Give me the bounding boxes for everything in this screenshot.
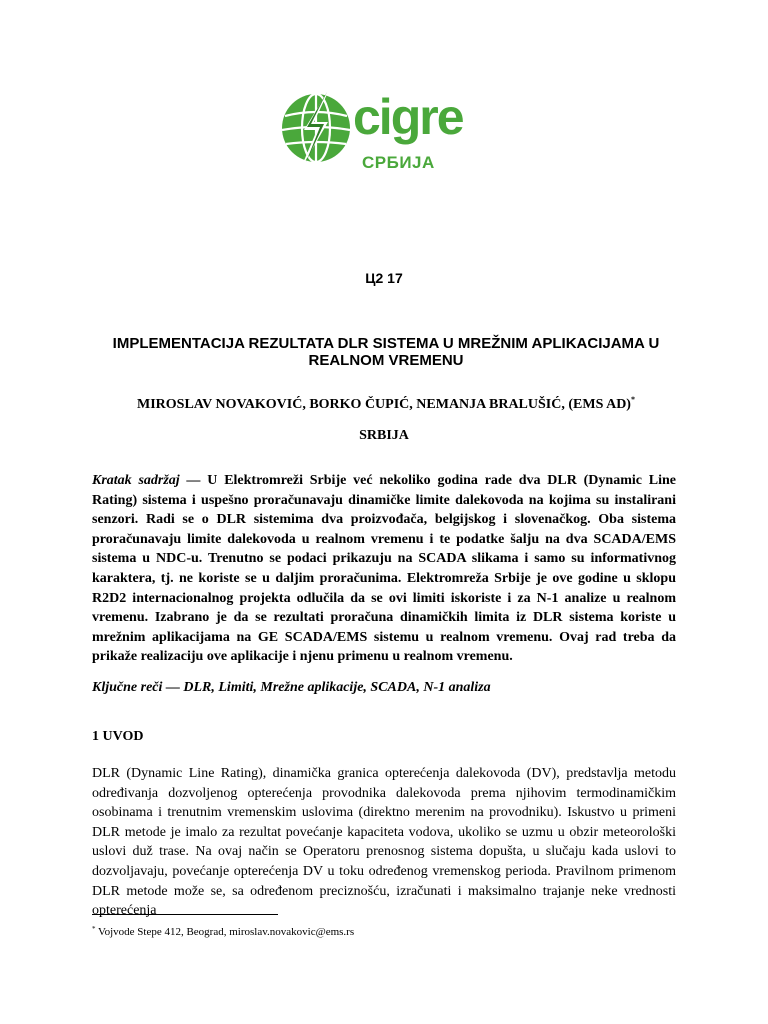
body-paragraph: DLR (Dynamic Line Rating), dinamička granica opterećenja dalekovoda (DV), predstavlja metodu određivanja dozvoljenog opterećenja provodnika dalekovoda prema njihovim termodinamičkim osobinama i trenutnim vremenskim uslovima (direktno merenim na provodniku). Iskustvo u primeni DLR metode je imalo za rezultat povećanje kapaciteta vodova, ukoliko se uzmu u obzir meteorološki uslovi duž trase. Na ovaj način se Operatoru prenosnog sistema dopušta, u slučaju kada uslovi to dozvoljavaju, povećanje opterećenja DV u toku određenog vremenskog perioda. Pravilnom primenom DLR metode može se, sa određenom preciznošću, izračunati i maksimalno trajanje neke vrednosti opterećenja <box>92 766 676 919</box>
authors-line <box>92 391 680 414</box>
cigre-logo <box>280 86 490 176</box>
footnote <box>92 922 354 939</box>
section-heading: 1 UVOD <box>92 729 144 744</box>
paper-title: IMPLEMENTACIJA REZULTATA DLR SISTEMA U MREŽNIM APLIKACIJAMA U REALNOM VREMENU <box>112 335 660 369</box>
abstract-label: Kratak sadržaj — <box>92 473 201 488</box>
authors-footnote-mark: * <box>630 395 635 404</box>
footnote-text: Vojvode Stepe 412, Beograd, miroslav.novakovic@ems.rs <box>95 926 355 938</box>
paper-code: Ц2 17 <box>365 270 403 286</box>
footnote-divider <box>92 914 278 915</box>
keywords: Ključne reči — DLR, Limiti, Mrežne aplikacije, SCADA, N-1 analiza <box>92 680 491 695</box>
country: SRBIJA <box>359 428 409 443</box>
authors: MIROSLAV NOVAKOVIĆ, BORKO ČUPIĆ, NEMANJA BRALUŠIĆ, (EMS AD) <box>137 397 631 412</box>
logo-subtitle: СРБИЈА <box>362 153 435 172</box>
abstract-text: U Elektromreži Srbije već nekoliko godina rade dva DLR (Dynamic Line Rating) sistema i uspešno proračunavaju dinamičke limite dalekovoda na kojima su instalirani senzori. Radi se o DLR sistemima dva proizvođača, belgijskog i slovenačkog. Oba sistema proračunavaju limite dalekovoda u realnom vremenu i te podatke šalju na dva SCADA/EMS sistema u NDC-u. Trenutno se podaci prikazuju na SCADA slikama i samo su informativnog karaktera, tj. ne koriste se u daljim proračunima. Elektromreža Srbije je ove godine u sklopu R2D2 internacionalnog projekta odlučila da se ovi limiti iskoriste i za N-1 analize u realnom vremenu. Izabrano je da se rezultati proračuna dinamičkih limita iz DLR sistema koriste u mrežnim aplikacijama na GE SCADA/EMS sistemu u realnom vremenu. Ovaj rad treba da prikaže realizaciju ove aplikacije i njenu primenu u realnom vremenu. <box>92 473 676 665</box>
globe-lightning-icon <box>280 86 352 170</box>
logo-wordmark: cigre <box>353 89 463 145</box>
footnote-mark: * <box>92 925 96 933</box>
abstract <box>92 471 676 667</box>
